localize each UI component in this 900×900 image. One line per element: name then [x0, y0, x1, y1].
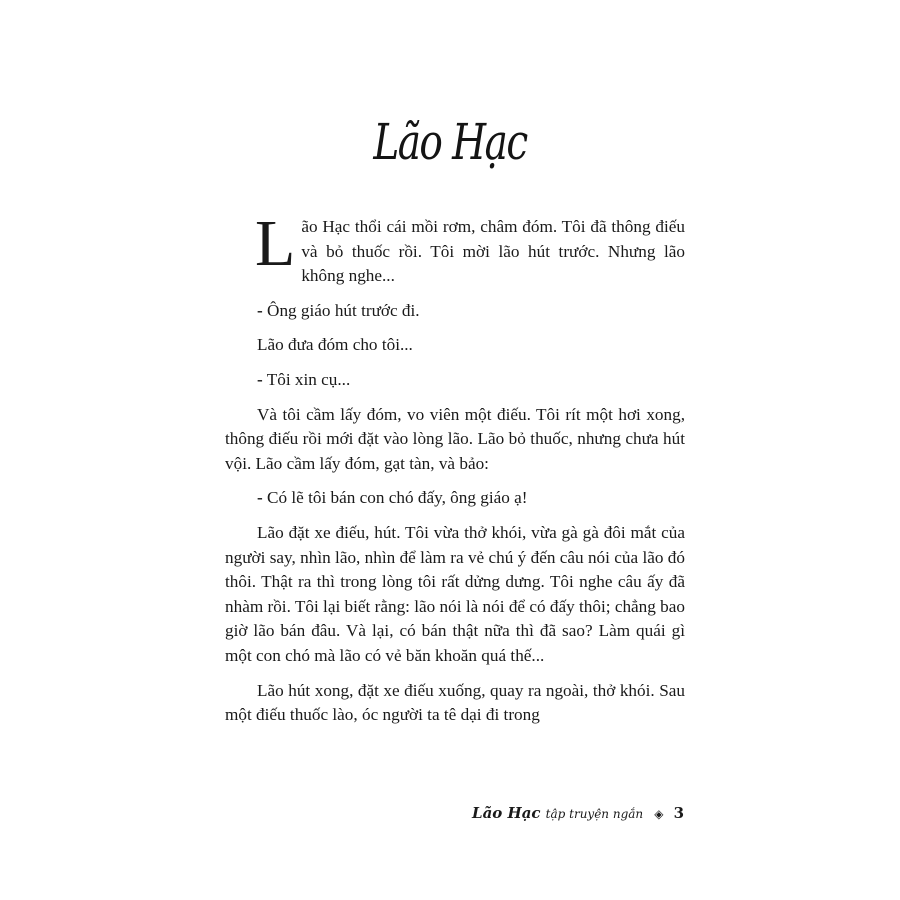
- page-footer: [470, 803, 684, 822]
- footer-book-title: Lão Hạc: [472, 804, 541, 822]
- dialogue-text: Tôi xin cụ...: [266, 369, 351, 389]
- dialogue-dash: -: [257, 300, 263, 320]
- dialogue-dash: -: [257, 488, 263, 508]
- paragraph-1: [225, 207, 685, 289]
- footer-subtitle: tập truyện ngắn: [545, 807, 644, 821]
- chapter-title: Lão Hạc: [373, 113, 527, 171]
- dialogue-text: Ông giáo hút trước đi.: [267, 300, 420, 320]
- paragraph-3: Và tôi cầm lấy đóm, vo viên một điếu. Tôi rít một hơi xong, thông điếu rồi mới đặt vào lòng lão. Lão bỏ thuốc, nhưng chưa hút vội. Lão cầm lấy đóm, gạt tàn, và bảo:: [225, 404, 685, 473]
- paragraph-5: Lão hút xong, đặt xe điếu xuống, quay ra ngoài, thở khói. Sau một điếu thuốc lào, óc người ta tê dại đi trong: [225, 680, 685, 725]
- chapter-body: [225, 207, 685, 728]
- paragraph-text: ão Hạc thổi cái mồi rơm, châm đóm. Tôi đã thông điếu và bỏ thuốc rồi. Tôi mời lão hút trước. Nhưng lão không nghe...: [301, 217, 685, 286]
- paragraph-2: Lão đưa đóm cho tôi...: [257, 335, 413, 355]
- page-number: 3: [673, 804, 684, 822]
- dialogue-text: Có lẽ tôi bán con chó đấy, ông giáo ạ!: [267, 488, 528, 508]
- dialogue-line-2: [225, 368, 685, 393]
- dialogue-line-1: [225, 299, 685, 324]
- paragraph-4: Lão đặt xe điếu, hút. Tôi vừa thở khói, vừa gà gà đôi mắt của người say, nhìn lão, nhìn để làm ra vẻ chú ý đến câu nói của lão đó thôi. Thật ra thì trong lòng tôi rất dửng dưng. Tôi nghe câu ấy đã nhàm rồi. Tôi lại biết rằng: lão nói là nói để có đấy thôi; chẳng bao giờ lão bán đâu. Và lại, có bán thật nữa thì đã sao? Làm quái gì một con chó mà lão có vẻ băn khoăn quá thế...: [225, 522, 685, 665]
- drop-cap: L: [255, 207, 296, 280]
- dialogue-line-3: [225, 486, 685, 511]
- diamond-ornament-icon: ◈: [654, 807, 664, 821]
- dialogue-dash: -: [257, 369, 263, 389]
